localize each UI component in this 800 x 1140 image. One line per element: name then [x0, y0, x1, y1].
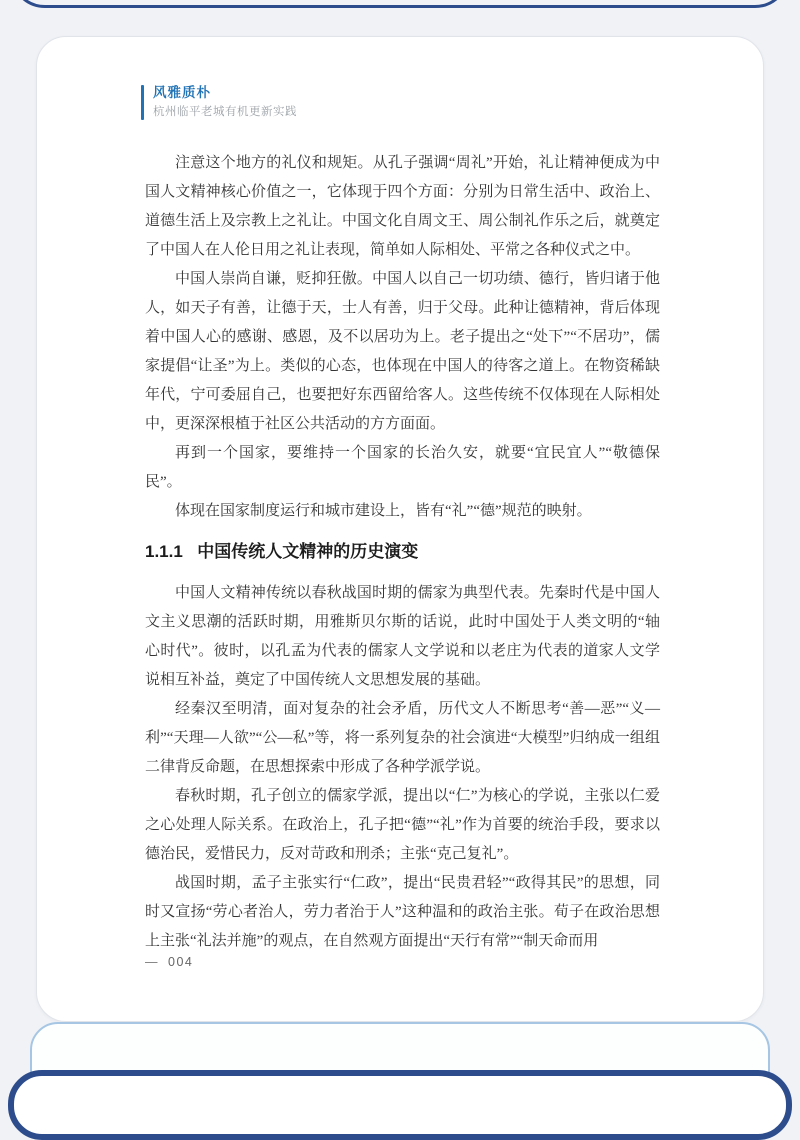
running-head — [141, 85, 297, 120]
series-title: 风雅质朴 — [153, 85, 211, 100]
section-heading — [145, 540, 660, 564]
page-body — [145, 149, 660, 956]
paragraph: 体现在国家制度运行和城市建设上，皆有“礼”“德”规范的映射。 — [175, 503, 592, 519]
section-heading-number: 1.1.1 — [145, 542, 183, 561]
paragraph: 注意这个地方的礼仪和规矩。从孔子强调“周礼”开始，礼让精神便成为中国人文精神核心价值之一，它体现于四个方面：分别为日常生活中、政治上、道德生活上及宗教上之礼让。中国文化自周文王、周公制礼作乐之后，就奠定了中国人在人伦日用之礼让表现，简单如人际相处、平常之各种仪式之中。 — [145, 155, 660, 258]
paragraph: 中国人文精神传统以春秋战国时期的儒家为典型代表。先秦时代是中国人文主义思潮的活跃时期，用雅斯贝尔斯的话说，此时中国处于人类文明的“轴心时代”。彼时，以孔孟为代表的儒家人文学说和以老庄为代表的道家人文学说相互补益，奠定了中国传统人文思想发展的基础。 — [145, 585, 660, 688]
paragraph: 中国人崇尚自谦，贬抑狂傲。中国人以自己一切功绩、德行，皆归诸于他人，如天子有善，让德于天，士人有善，归于父母。此种让德精神，背后体现着中国人心的感谢、感恩，及不以居功为上。老子提出之“处下”“不居功”，儒家提倡“让圣”为上。类似的心态，也体现在中国人的待客之道上。在物资稀缺年代，宁可委屈自己，也要把好东西留给客人。这些传统不仅体现在人际相处中，更深深根植于社区公共活动的方方面面。 — [145, 271, 660, 432]
paragraph: 再到一个国家，要维持一个国家的长治久安，就要“宜民宜人”“敬德保民”。 — [145, 445, 660, 490]
paragraph: 战国时期，孟子主张实行“仁政”，提出“民贵君轻”“政得其民”的思想，同时又宣扬“劳心者治人，劳力者治于人”这种温和的政治主张。荀子在政治思想上主张“礼法并施”的观点，在自然观方面提出“天行有常”“制天命而用 — [145, 875, 660, 949]
bottom-navy-card-edge — [8, 1070, 792, 1140]
page-number-dash: — — [145, 955, 159, 969]
book-page — [36, 36, 764, 1022]
paragraph: 春秋时期，孔子创立的儒家学派，提出以“仁”为核心的学说，主张以仁爱之心处理人际关系。在政治上，孔子把“德”“礼”作为首要的统治手段，要求以德治民，爱惜民力，反对苛政和刑杀；主张“克己复礼”。 — [145, 788, 660, 862]
book-subtitle: 杭州临平老城有机更新实践 — [153, 106, 297, 119]
page-number-value: 004 — [168, 955, 194, 969]
page-number — [145, 955, 193, 969]
running-head-text — [153, 85, 297, 120]
section-heading-title: 中国传统人文精神的历史演变 — [197, 542, 419, 561]
previous-page-card-edge — [10, 0, 790, 8]
accent-bar — [141, 85, 144, 120]
paragraph: 经秦汉至明清，面对复杂的社会矛盾，历代文人不断思考“善—恶”“义—利”“天理—人欲”“公—私”等，将一系列复杂的社会演进“大模型”归纳成一组组二律背反命题，在思想探索中形成了各种学派学说。 — [145, 701, 660, 775]
